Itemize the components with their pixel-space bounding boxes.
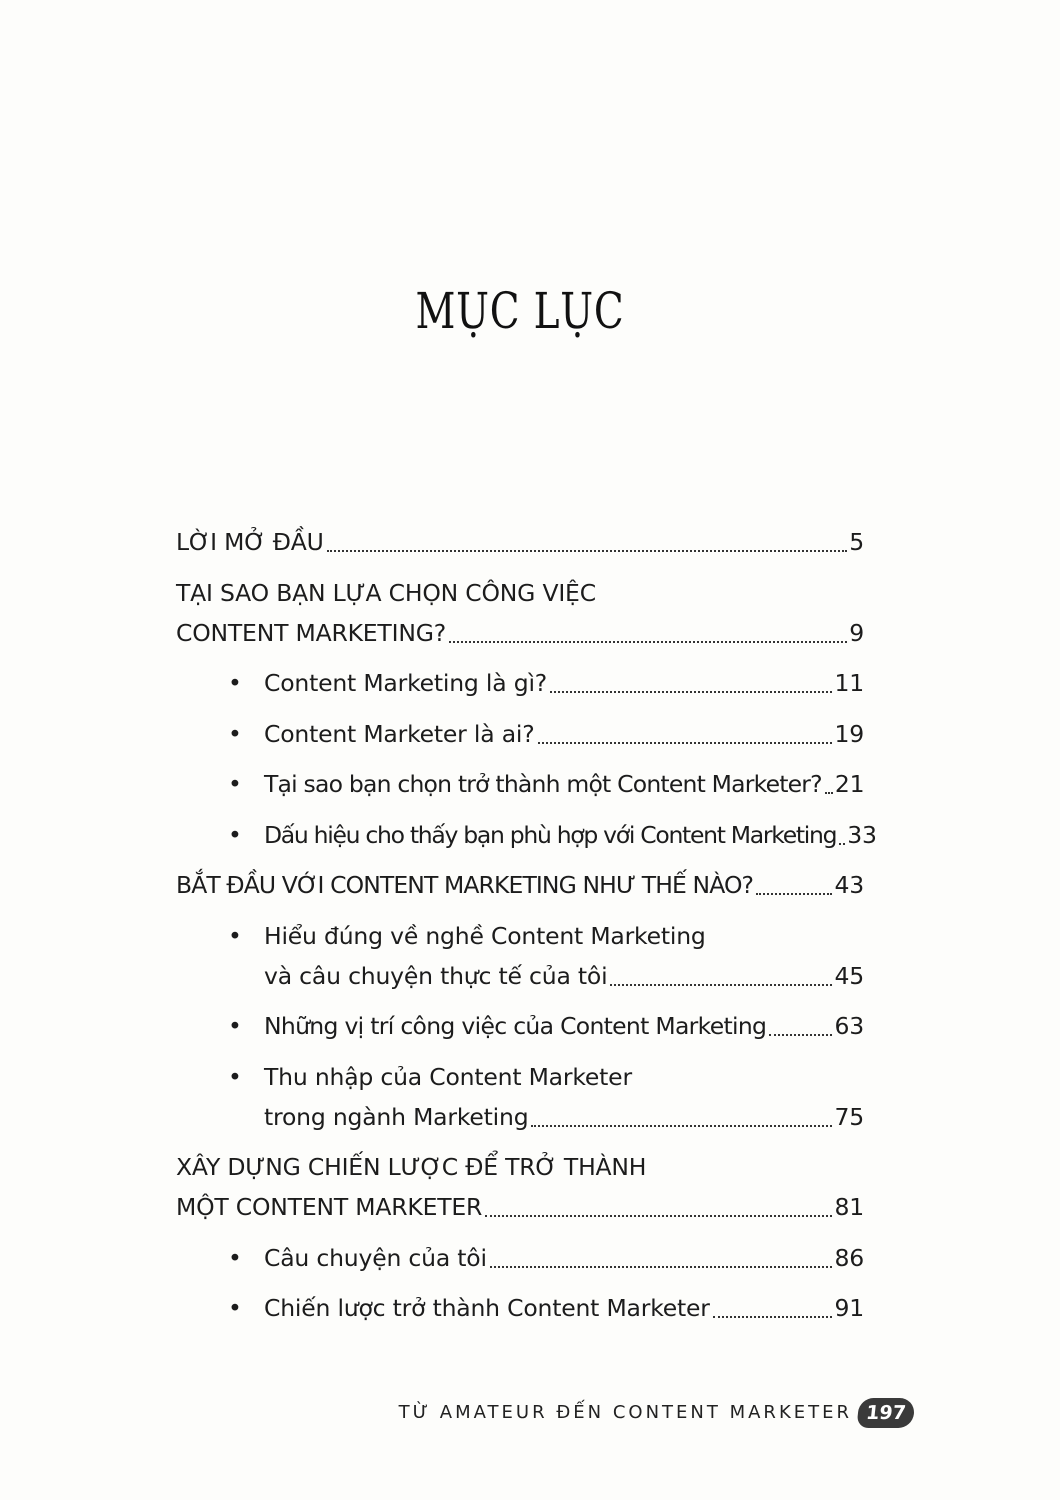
- toc-page-number: 11: [834, 669, 864, 697]
- bullet-icon: •: [228, 1012, 242, 1040]
- toc-entry-text-line1: XÂY DỰNG CHIẾN LƯỢC ĐỂ TRỞ THÀNH: [176, 1153, 647, 1181]
- toc-page-number: 43: [834, 871, 864, 899]
- dot-leader: [538, 742, 833, 744]
- toc-page-number: 45: [834, 961, 864, 990]
- dot-leader: [713, 1316, 833, 1318]
- toc-page-number: 33: [847, 820, 877, 849]
- dot-leader: [490, 1266, 833, 1268]
- toc-entry: [176, 865, 864, 905]
- dot-leader: [839, 843, 845, 845]
- toc-page-number: 81: [834, 1193, 864, 1221]
- toc-entry-text: và câu chuyện thực tế của tôi: [264, 961, 608, 990]
- toc-entry-text-line1: TẠI SAO BẠN LỰA CHỌN CÔNG VIỆC: [176, 578, 596, 607]
- toc-entry-text: trong ngành Marketing: [264, 1102, 529, 1131]
- dot-leader: [769, 1034, 832, 1036]
- toc-entry-text: CONTENT MARKETING?: [176, 618, 446, 647]
- toc-subentry: [176, 663, 864, 703]
- page-number-badge: 197: [856, 1398, 915, 1428]
- toc-page-number: 75: [834, 1102, 864, 1131]
- toc-entry-text: BẮT ĐẦU VỚI CONTENT MARKETING NHƯ THẾ NÀO?: [176, 871, 754, 899]
- toc-subentry: [176, 1006, 864, 1046]
- toc-page-number: 63: [834, 1012, 864, 1040]
- page-footer: [0, 1398, 1060, 1434]
- toc-entry-text: Dấu hiệu cho thấy bạn phù hợp với Content Marketing: [264, 820, 837, 849]
- toc-entry-text: Chiến lược trở thành Content Marketer: [264, 1294, 710, 1322]
- toc-entry-text: Content Marketing là gì?: [264, 669, 548, 697]
- bullet-icon: •: [228, 1062, 242, 1091]
- toc-entry: [176, 573, 864, 653]
- dot-leader: [327, 550, 848, 552]
- dot-leader: [550, 691, 832, 693]
- bullet-icon: •: [228, 1243, 242, 1272]
- dot-leader: [610, 984, 832, 986]
- dot-leader: [485, 1215, 832, 1217]
- dot-leader: [531, 1125, 832, 1127]
- toc-entry-text-line1: [228, 1057, 864, 1097]
- bullet-icon: •: [228, 669, 242, 697]
- toc-subentry: [176, 764, 864, 804]
- dot-leader: [449, 641, 847, 643]
- toc-entry-text: Content Marketer là ai?: [264, 719, 535, 748]
- toc-subentry: [176, 815, 877, 855]
- toc-page-number: 9: [849, 618, 864, 647]
- toc-subentry: [176, 714, 864, 754]
- dot-leader: [825, 792, 833, 794]
- bullet-icon: •: [228, 820, 242, 849]
- toc-entry-text: MỘT CONTENT MARKETER: [176, 1193, 483, 1221]
- toc-entry-text: Những vị trí công việc của Content Marketing: [264, 1012, 767, 1040]
- page-title: MỤC LỤC: [415, 282, 625, 340]
- toc-entry-line1-label: Hiểu đúng về nghề Content Marketing: [264, 921, 706, 950]
- toc-subentry: [176, 916, 864, 996]
- bullet-icon: •: [228, 921, 242, 950]
- bullet-icon: •: [228, 1294, 242, 1322]
- toc-entry-text-line1: [228, 916, 864, 956]
- toc-entry: [176, 522, 864, 562]
- running-title: TỪ AMATEUR ĐẾN CONTENT MARKETER: [398, 1402, 852, 1423]
- toc-entry-text: Câu chuyện của tôi: [264, 1243, 487, 1272]
- toc-entry-text: LỜI MỞ ĐẦU: [176, 528, 324, 556]
- dot-leader: [756, 893, 832, 895]
- toc-entry-line1-label: Thu nhập của Content Marketer: [264, 1062, 632, 1091]
- table-of-contents: [176, 522, 877, 1339]
- toc-page-number: 86: [834, 1243, 864, 1272]
- bullet-icon: •: [228, 719, 242, 748]
- toc-page-number: 21: [834, 770, 865, 798]
- bullet-icon: •: [228, 770, 242, 798]
- toc-subentry: [176, 1238, 864, 1278]
- toc-entry-text: Tại sao bạn chọn trở thành một Content Marketer?: [264, 770, 822, 798]
- toc-page-number: 19: [834, 719, 864, 748]
- toc-page-number: 5: [849, 528, 864, 556]
- toc-subentry: [176, 1288, 864, 1328]
- toc-page-number: 91: [834, 1294, 864, 1322]
- toc-entry: [176, 1147, 864, 1227]
- toc-subentry: [176, 1057, 864, 1137]
